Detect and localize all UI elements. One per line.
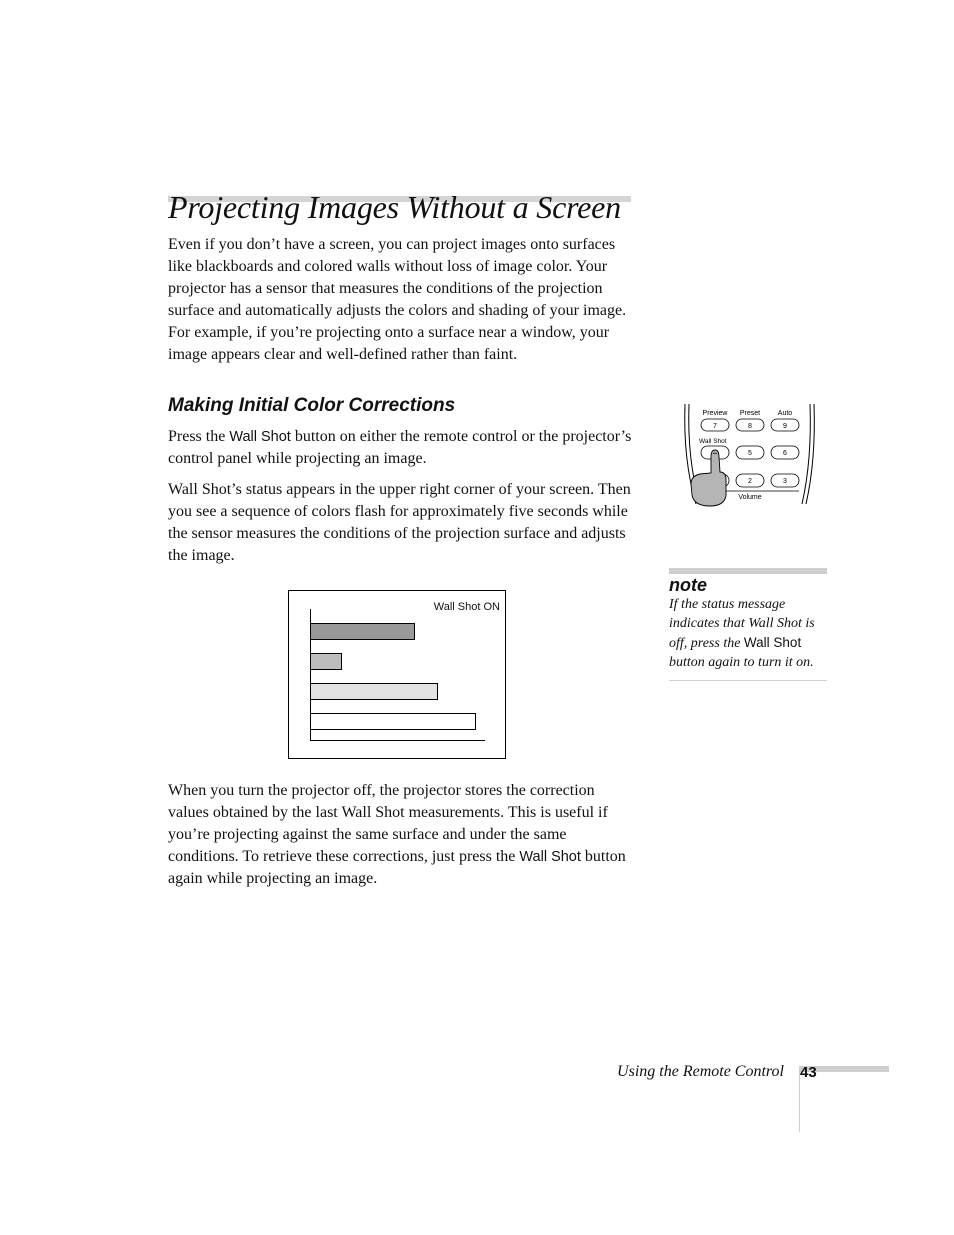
- wall-shot-button-name: Wall Shot: [229, 429, 291, 445]
- p1-text-after: button on either the remote control or the projector’s control panel while projecting an image.: [168, 428, 632, 467]
- status-bar-3: [310, 683, 438, 700]
- p3-text-before: When you turn the projector off, the projector stores the correction values obtained by the last Wall Shot measurements. This is useful if you’re projecting against the same surface and under the same conditions. To retrieve these corrections, just press the: [168, 782, 608, 865]
- status-bar-4: [310, 713, 476, 730]
- intro-paragraph: Even if you don’t have a screen, you can project images onto surfaces like blackboards and colored walls without loss of image color. Your projector has a sensor that measures the conditions of the projection surface and automatically adjusts the colors and shading of your image. For example, if you’re projecting onto a surface near a window, your image appears clear and well-defined rather than faint.: [168, 236, 627, 363]
- remote-key-2-label: 2: [748, 478, 752, 485]
- p1-text-before: Press the: [168, 428, 230, 445]
- note-text: [669, 595, 827, 672]
- remote-key-6-label: 6: [783, 450, 787, 457]
- note-bottom-rule: [669, 680, 827, 681]
- note-wall-shot-button-name: Wall Shot: [743, 635, 802, 650]
- remote-control-illustration: [680, 400, 820, 510]
- remote-key-7-label: 7: [713, 423, 717, 430]
- paragraph-press-wall-shot: [168, 426, 638, 470]
- wall-shot-status-figure: [288, 590, 506, 759]
- remote-key-8-label: 8: [748, 423, 752, 430]
- remote-label-preview: Preview: [702, 410, 728, 417]
- status-bar-2: [310, 653, 342, 670]
- paragraph-stored-corrections: [168, 780, 638, 890]
- note-text-before: If the status message indicates that Wall Shot is off, press the: [669, 597, 815, 651]
- figure-axis-horizontal: [310, 740, 485, 741]
- remote-row-1: [701, 419, 799, 431]
- remote-label-volume: Volume: [738, 494, 762, 501]
- wall-shot-button-name-2: Wall Shot: [519, 849, 581, 865]
- page-title: Projecting Images Without a Screen: [168, 189, 621, 225]
- remote-label-preset: Preset: [739, 410, 761, 417]
- footer-section-title: Using the Remote Control: [617, 1063, 784, 1080]
- section-heading: Making Initial Color Corrections: [168, 395, 456, 416]
- status-bar-1: [310, 623, 415, 640]
- page-number: 43: [800, 1064, 817, 1081]
- note-title: note: [669, 575, 707, 595]
- remote-label-wall-shot: Wall Shot: [699, 438, 727, 445]
- remote-label-auto: Auto: [777, 410, 793, 417]
- note-text-after: button again to turn it on.: [669, 655, 814, 670]
- p3-text-after: button again while projecting an image.: [168, 848, 626, 887]
- remote-key-5-label: 5: [748, 450, 752, 457]
- remote-key-9-label: 9: [783, 423, 787, 430]
- status-label: Wall Shot ON: [433, 601, 500, 613]
- paragraph-status: Wall Shot’s status appears in the upper right corner of your screen. Then you see a sequence of colors flash for approximately five seconds while the sensor measures the conditions of the projection surface and adjusts the image.: [168, 481, 631, 564]
- remote-key-3-label: 3: [783, 478, 787, 485]
